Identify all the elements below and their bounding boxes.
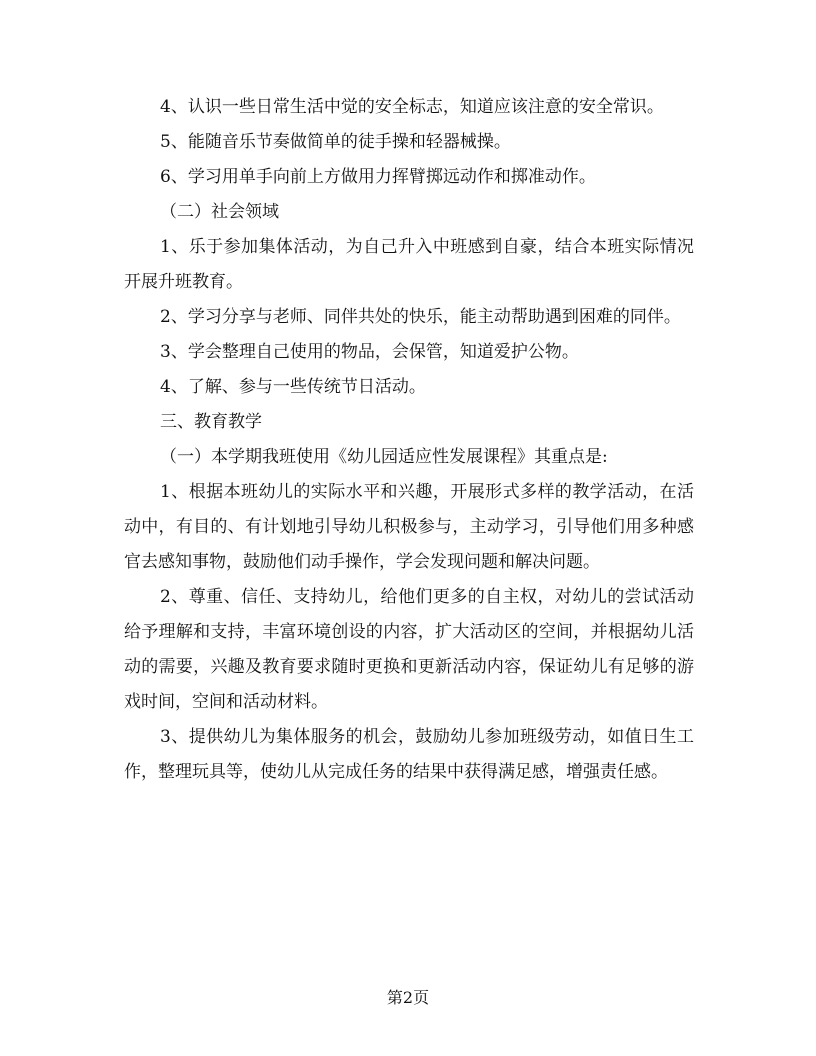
paragraph-item-12: 2、尊重、信任、支持幼儿，给他们更多的自主权，对幼儿的尝试活动给予理解和支持，丰富环境创设的内容，扩大活动区的空间，并根据幼儿活动的需要，兴趣及教育要求随时更换和更新活动内容，保证幼儿有足够的游戏时间，空间和活动材料。 [124,587,694,712]
document-body [124,90,694,790]
page-number: 第2页 [386,988,430,1007]
paragraph-item-5: 1、乐于参加集体活动，为自己升入中班感到自豪，结合本班实际情况开展升班教育。 [124,237,694,292]
paragraph-item-3: 6、学习用单手向前上方做用力挥臂掷远动作和掷准动作。 [160,167,596,187]
section-heading-social: （二）社会领域 [160,202,279,222]
paragraph-item-1: 4、认识一些日常生活中觉的安全标志，知道应该注意的安全常识。 [160,97,664,117]
paragraph-item-7: 3、学会整理自己使用的物品，会保管，知道爱护公物。 [160,342,579,362]
subsection-heading-curriculum: （一）本学期我班使用《幼儿园适应性发展课程》其重点是: [160,447,608,467]
paragraph-item-13: 3、提供幼儿为集体服务的机会，鼓励幼儿参加班级劳动，如值日生工作，整理玩具等，使幼儿从完成任务的结果中获得满足感，增强责任感。 [124,727,694,782]
paragraph-item-2: 5、能随音乐节奏做简单的徒手操和轻器械操。 [160,132,511,152]
paragraph-item-8: 4、了解、参与一些传统节日活动。 [160,377,426,397]
section-heading-teaching: 三、教育教学 [160,412,262,432]
paragraph-item-11: 1、根据本班幼儿的实际水平和兴趣，开展形式多样的教学活动，在活动中，有目的、有计划地引导幼儿积极参与，主动学习，引导他们用多种感官去感知事物，鼓励他们动手操作，学会发现问题和解决问题。 [124,482,694,572]
paragraph-item-6: 2、学习分享与老师、同伴共处的快乐，能主动帮助遇到困难的同伴。 [160,307,681,327]
